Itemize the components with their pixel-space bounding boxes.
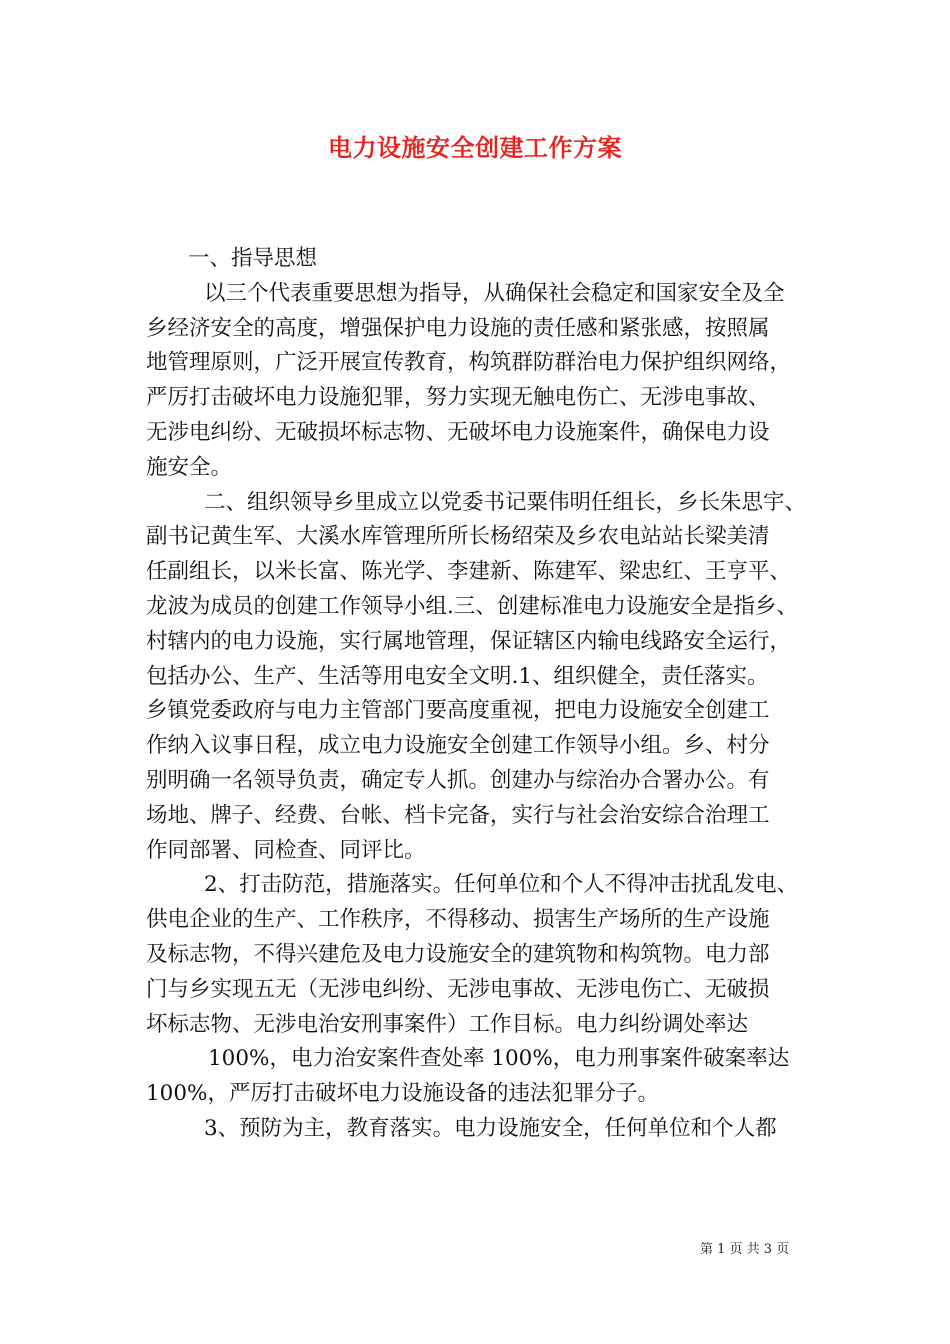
paragraph-line: 包括办公、生产、生活等用电安全文明.1、组织健全，责任落实。 xyxy=(146,663,769,689)
paragraph-line: 地管理原则，广泛开展宣传教育，构筑群防群治电力保护组织网络， xyxy=(146,350,792,376)
section-heading-guiding-ideology: 一、指导思想 xyxy=(188,246,318,271)
paragraph-line: 以三个代表重要思想为指导，从确保社会稳定和国家安全及全 xyxy=(204,280,785,306)
paragraph-line: 龙波为成员的创建工作领导小组.三、创建标准电力设施安全是指乡、 xyxy=(146,593,798,619)
paragraph-line: 作纳入议事日程，成立电力设施安全创建工作领导小组。乡、村分 xyxy=(146,733,770,759)
paragraph-line: 施安全。 xyxy=(146,454,233,480)
paragraph-line: 村辖内的电力设施，实行属地管理，保证辖区内输电线路安全运行， xyxy=(146,628,792,654)
paragraph-line: 场地、牌子、经费、台帐、档卡完备，实行与社会治安综合治理工 xyxy=(146,802,770,828)
page-number-footer: 第 1 页 共 3 页 xyxy=(700,1242,790,1257)
paragraph-line: 乡经济安全的高度，增强保护电力设施的责任感和紧张感，按照属 xyxy=(146,315,770,341)
paragraph-line: 门与乡实现五无（无涉电纠纷、无涉电事故、无涉电伤亡、无破损 xyxy=(146,976,770,1002)
paragraph-line: 任副组长，以米长富、陈光学、李建新、陈建军、梁忠红、王亨平、 xyxy=(146,559,792,585)
paragraph-line: 无涉电纠纷、无破损坏标志物、无破坏电力设施案件，确保电力设 xyxy=(146,419,770,445)
paragraph-line: 副书记黄生军、大溪水库管理所所长杨绍荣及乡农电站站长梁美清 xyxy=(146,524,770,550)
paragraph-line: 坏标志物、无涉电治安刑事案件）工作目标。电力纠纷调处率达 xyxy=(146,1011,749,1037)
paragraph-line: 供电企业的生产、工作秩序，不得移动、损害生产场所的生产设施 xyxy=(146,907,770,933)
paragraph-line: 3、预防为主，教育落实。电力设施安全，任何单位和个人都 xyxy=(204,1115,777,1141)
document-body xyxy=(146,242,816,1147)
paragraph-line: 乡镇党委政府与电力主管部门要高度重视，把电力设施安全创建工 xyxy=(146,698,770,724)
paragraph-line: 100%，电力治安案件查处率 100%，电力刑事案件破案率达 xyxy=(208,1046,790,1072)
paragraph-line: 严厉打击破坏电力设施犯罪，努力实现无触电伤亡、无涉电事故、 xyxy=(146,385,770,411)
paragraph-line: 2、打击防范，措施落实。任何单位和个人不得冲击扰乱发电、 xyxy=(204,872,799,898)
document-title: 电力设施安全创建工作方案 xyxy=(328,133,622,162)
paragraph-line: 作同部署、同检查、同评比。 xyxy=(146,837,426,863)
paragraph-line: 别明确一名领导负责，确定专人抓。创建办与综治办合署办公。有 xyxy=(146,767,770,793)
paragraph-line: 二、组织领导乡里成立以党委书记粟伟明任组长，乡长朱思宇、 xyxy=(204,489,807,515)
paragraph-line: 100%，严厉打击破坏电力设施设备的违法犯罪分子。 xyxy=(146,1081,659,1107)
paragraph-line: 及标志物，不得兴建危及电力设施安全的建筑物和构筑物。电力部 xyxy=(146,941,770,967)
